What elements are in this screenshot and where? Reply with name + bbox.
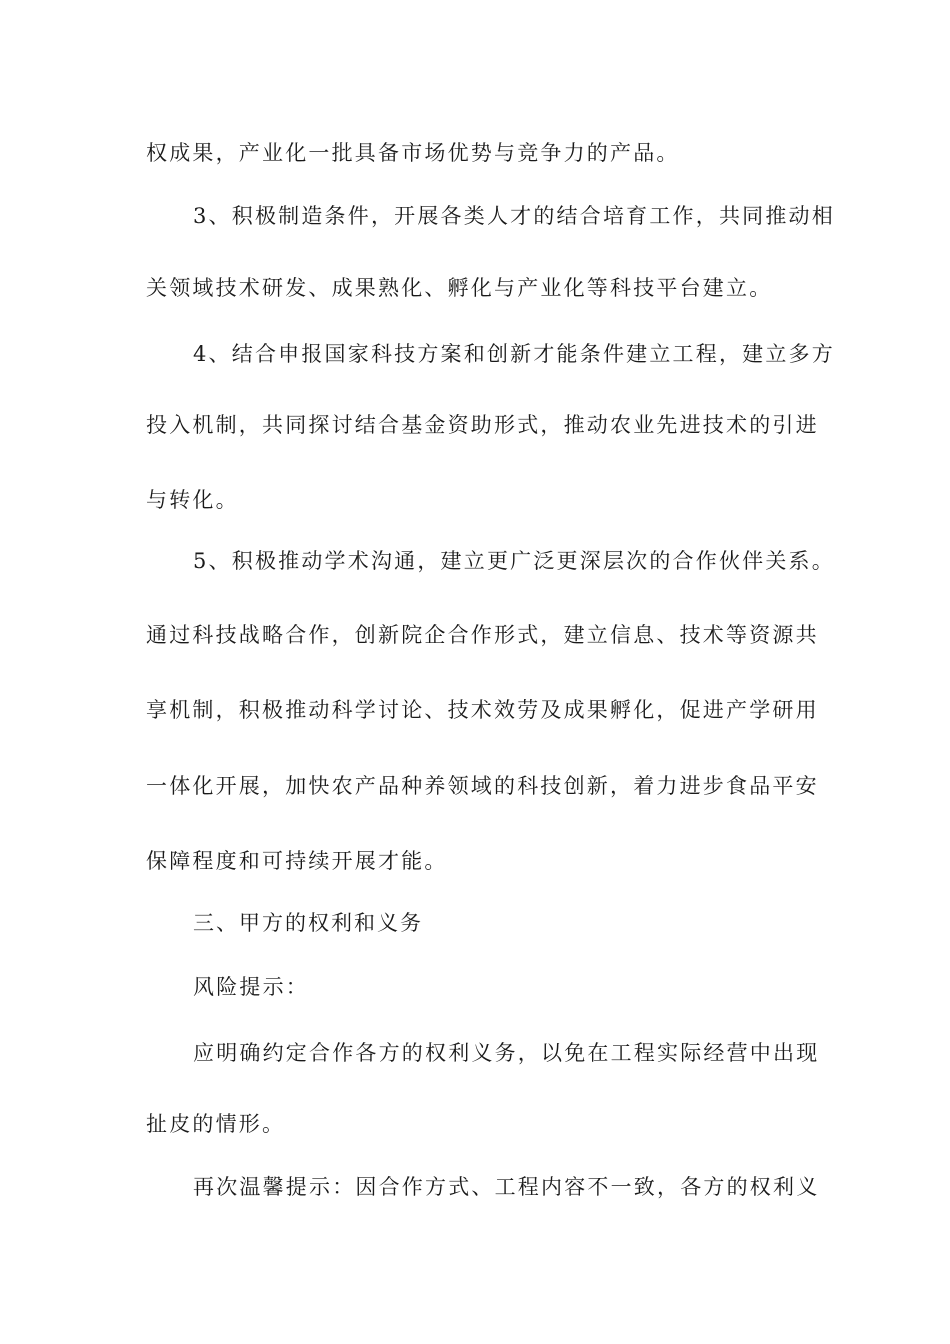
- text-line: 扯皮的情形。: [146, 1112, 286, 1136]
- text-line: 投入机制，共同探讨结合基金资助形式，推动农业先进技术的引进: [146, 413, 819, 437]
- text-line: 保障程度和可持续开展才能。: [146, 849, 448, 873]
- text-line: 享机制，积极推动科学讨论、技术效劳及成果孵化，促进产学研用: [146, 698, 819, 722]
- text-line: 4、结合申报国家科技方案和创新才能条件建立工程，建立多方: [193, 342, 835, 366]
- text-line: 5、积极推动学术沟通，建立更广泛更深层次的合作伙伴关系。: [193, 549, 835, 573]
- text-line: 应明确约定合作各方的权利义务，以免在工程实际经营中出现: [193, 1041, 820, 1065]
- text-line: 再次温馨提示：因合作方式、工程内容不一致，各方的权利义: [193, 1175, 820, 1199]
- text-line: 关领域技术研发、成果熟化、孵化与产业化等科技平台建立。: [146, 276, 773, 300]
- text-line: 一体化开展，加快农产品种养领域的科技创新，着力进步食品平安: [146, 774, 819, 798]
- text-line: 通过科技战略合作，创新院企合作形式，建立信息、技术等资源共: [146, 623, 819, 647]
- text-line: 风险提示：: [193, 975, 309, 999]
- text-line: 3、积极制造条件，开展各类人才的结合培育工作，共同推动相: [193, 204, 835, 228]
- section-heading: 三、甲方的权利和义务: [193, 911, 423, 935]
- text-line: 与转化。: [146, 488, 239, 512]
- text-line: 权成果，产业化一批具备市场优势与竞争力的产品。: [146, 141, 680, 165]
